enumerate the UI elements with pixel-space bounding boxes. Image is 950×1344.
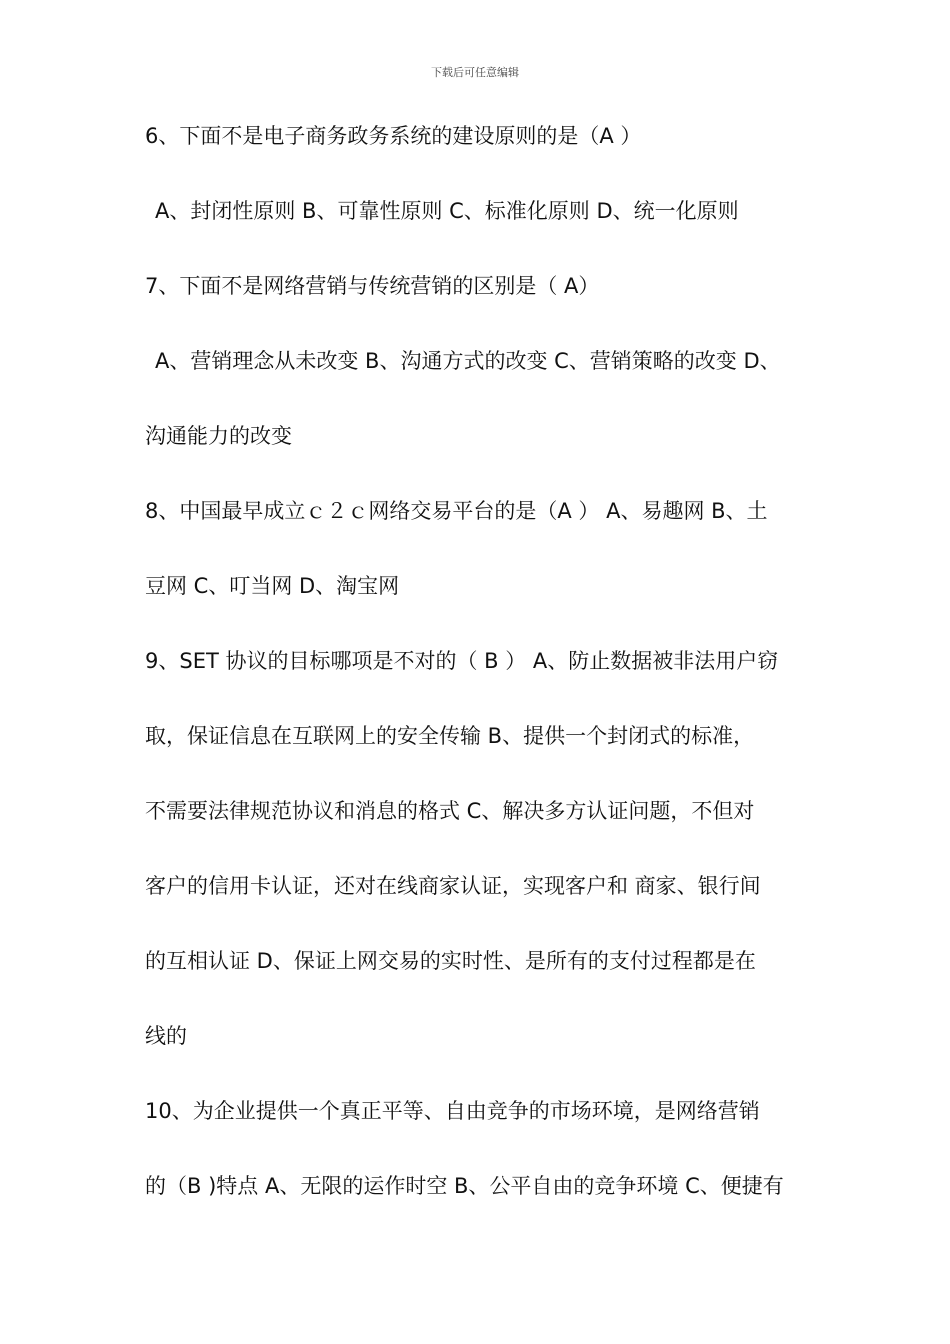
text-line: 10、为企业提供一个真正平等、自由竞争的市场环境，是网络营销 — [145, 1099, 760, 1123]
page-header: 下载后可任意编辑 — [431, 66, 519, 79]
document-body — [145, 111, 807, 1236]
text-line: 不需要法律规范协议和消息的格式 C、解决多方认证问题，不但对 — [145, 799, 755, 823]
text-line: 取，保证信息在互联网上的安全传输 B、提供一个封闭式的标准， — [145, 724, 755, 748]
text-line: 9、SET 协议的目标哪项是不对的（ B ） A、防止数据被非法用户窃 — [145, 649, 779, 673]
text-line: 线的 — [145, 1024, 187, 1048]
text-line: A、封闭性原则 B、可靠性原则 C、标准化原则 D、统一化原则 — [155, 199, 739, 223]
text-line: 客户的信用卡认证，还对在线商家认证，实现客户和 商家、银行间 — [145, 874, 761, 898]
text-line: 沟通能力的改变 — [145, 424, 292, 448]
text-line: 6、下面不是电子商务政务系统的建设原则的是（A ） — [145, 124, 642, 148]
text-line: 的（B )特点 A、无限的运作时空 B、公平自由的竞争环境 C、便捷有 — [145, 1174, 784, 1198]
text-line: 7、下面不是网络营销与传统营销的区别是（ A） — [145, 274, 600, 298]
text-line: 豆网 C、叮当网 D、淘宝网 — [145, 574, 400, 598]
text-line: 8、中国最早成立ｃ２ｃ网络交易平台的是（A ） A、易趣网 B、土 — [145, 499, 768, 523]
text-line: A、营销理念从未改变 B、沟通方式的改变 C、营销策略的改变 D、 — [155, 349, 781, 373]
text-line: 的互相认证 D、保证上网交易的实时性、是所有的支付过程都是在 — [145, 949, 756, 973]
